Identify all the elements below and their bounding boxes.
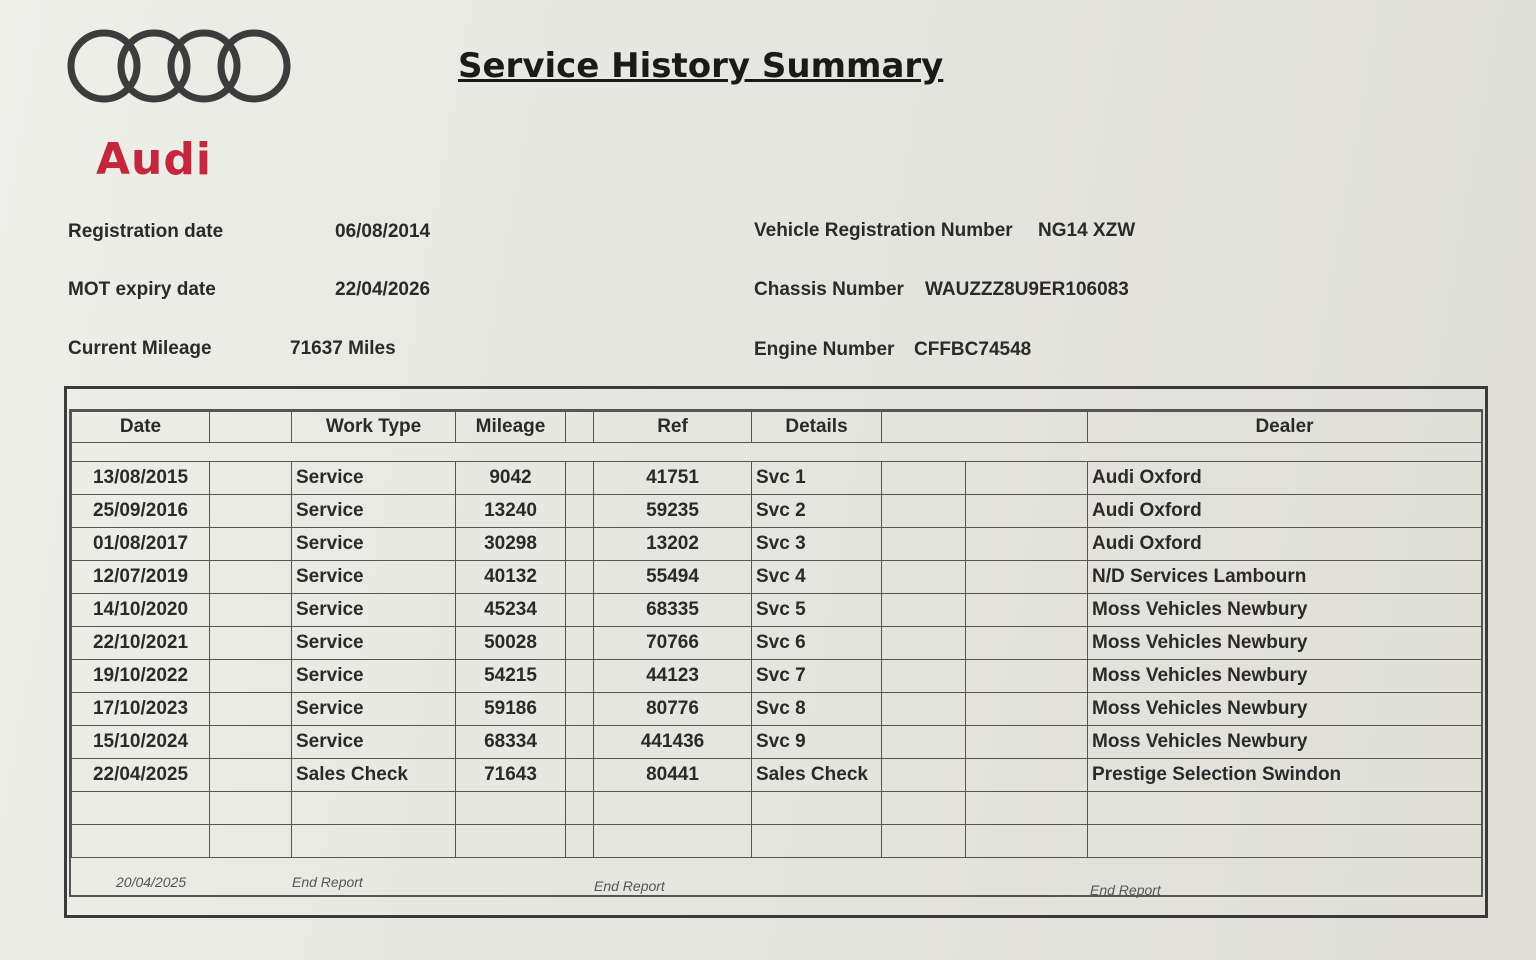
cell-ref: 55494 — [594, 561, 752, 594]
table-row — [72, 627, 1482, 660]
cell-details: Sales Check — [752, 759, 882, 792]
table-row — [72, 561, 1482, 594]
cell-details: Svc 7 — [752, 660, 882, 693]
cell-ref: 68335 — [594, 594, 752, 627]
cell-mileage: 9042 — [456, 462, 566, 495]
cell-date: 13/08/2015 — [72, 462, 210, 495]
footer-end-report: End Report — [1090, 882, 1161, 898]
cell-work-type: Service — [292, 528, 456, 561]
cell-dealer: Moss Vehicles Newbury — [1088, 627, 1482, 660]
cell-details: Svc 5 — [752, 594, 882, 627]
header-dealer: Dealer — [1088, 412, 1482, 443]
cell-ref: 13202 — [594, 528, 752, 561]
audi-rings-icon — [66, 26, 292, 106]
cell-dealer: Audi Oxford — [1088, 528, 1482, 561]
cell-mileage: 40132 — [456, 561, 566, 594]
table-row — [72, 594, 1482, 627]
cell-details: Svc 8 — [752, 693, 882, 726]
cell-work-type: Service — [292, 495, 456, 528]
cell-work-type: Service — [292, 660, 456, 693]
cell-mileage: 68334 — [456, 726, 566, 759]
cell-ref: 44123 — [594, 660, 752, 693]
mot-expiry-label: MOT expiry date — [68, 279, 216, 300]
header-blank — [210, 412, 292, 443]
cell-details: Svc 3 — [752, 528, 882, 561]
cell-work-type: Service — [292, 594, 456, 627]
table-spacer-row — [72, 443, 1482, 462]
cell-ref: 59235 — [594, 495, 752, 528]
mot-expiry-value: 22/04/2026 — [335, 279, 431, 300]
audi-wordmark: Audi — [96, 134, 212, 185]
table-header-row — [72, 412, 1482, 443]
cell-date: 12/07/2019 — [72, 561, 210, 594]
registration-date-label: Registration date — [68, 221, 224, 242]
service-history-table-wrap — [69, 409, 1483, 897]
cell-date: 15/10/2024 — [72, 726, 210, 759]
table-row — [72, 495, 1482, 528]
table-row — [72, 660, 1482, 693]
table-row — [72, 462, 1482, 495]
page-title: Service History Summary — [458, 46, 944, 86]
cell-date: 01/08/2017 — [72, 528, 210, 561]
table-row — [72, 528, 1482, 561]
cell-ref: 41751 — [594, 462, 752, 495]
cell-ref: 80776 — [594, 693, 752, 726]
current-mileage-value: 71637 Miles — [290, 338, 396, 359]
cell-mileage: 30298 — [456, 528, 566, 561]
table-row — [72, 693, 1482, 726]
cell-details: Svc 9 — [752, 726, 882, 759]
cell-dealer: Moss Vehicles Newbury — [1088, 726, 1482, 759]
footer-end-report: End Report — [292, 874, 363, 890]
cell-dealer: Moss Vehicles Newbury — [1088, 693, 1482, 726]
audi-logo — [66, 26, 292, 185]
cell-work-type: Sales Check — [292, 759, 456, 792]
cell-dealer: Audi Oxford — [1088, 462, 1482, 495]
header-work-type: Work Type — [292, 412, 456, 443]
cell-ref: 441436 — [594, 726, 752, 759]
engine-label: Engine Number — [754, 339, 895, 360]
cell-ref: 80441 — [594, 759, 752, 792]
cell-mileage: 45234 — [456, 594, 566, 627]
cell-details: Svc 6 — [752, 627, 882, 660]
cell-date: 14/10/2020 — [72, 594, 210, 627]
cell-work-type: Service — [292, 693, 456, 726]
vrn-value: NG14 XZW — [1038, 220, 1136, 241]
cell-mileage: 13240 — [456, 495, 566, 528]
table-row-empty — [72, 792, 1482, 825]
chassis-value: WAUZZZ8U9ER106083 — [925, 279, 1129, 300]
cell-details: Svc 4 — [752, 561, 882, 594]
cell-dealer: Moss Vehicles Newbury — [1088, 594, 1482, 627]
header-mileage: Mileage — [456, 412, 566, 443]
cell-work-type: Service — [292, 462, 456, 495]
cell-mileage: 54215 — [456, 660, 566, 693]
cell-date: 19/10/2022 — [72, 660, 210, 693]
cell-date: 22/10/2021 — [72, 627, 210, 660]
cell-ref: 70766 — [594, 627, 752, 660]
cell-details: Svc 2 — [752, 495, 882, 528]
engine-value: CFFBC74548 — [914, 339, 1032, 360]
cell-dealer: Moss Vehicles Newbury — [1088, 660, 1482, 693]
header-details: Details — [752, 412, 882, 443]
cell-dealer: N/D Services Lambourn — [1088, 561, 1482, 594]
cell-dealer: Prestige Selection Swindon — [1088, 759, 1482, 792]
cell-mileage: 71643 — [456, 759, 566, 792]
cell-date: 22/04/2025 — [72, 759, 210, 792]
header-date: Date — [72, 412, 210, 443]
header-blank — [566, 412, 594, 443]
table-row-empty — [72, 825, 1482, 858]
cell-work-type: Service — [292, 561, 456, 594]
table-body — [72, 462, 1482, 858]
cell-work-type: Service — [292, 726, 456, 759]
footer-end-report: End Report — [594, 878, 665, 894]
table-row — [72, 759, 1482, 792]
cell-dealer: Audi Oxford — [1088, 495, 1482, 528]
header-ref: Ref — [594, 412, 752, 443]
service-history-table — [71, 411, 1482, 858]
vrn-label: Vehicle Registration Number — [754, 220, 1013, 241]
cell-mileage: 50028 — [456, 627, 566, 660]
current-mileage-label: Current Mileage — [68, 338, 212, 359]
chassis-label: Chassis Number — [754, 279, 904, 300]
registration-date-value: 06/08/2014 — [335, 221, 431, 242]
cell-date: 17/10/2023 — [72, 693, 210, 726]
service-history-table-frame — [64, 386, 1488, 918]
header-blank — [882, 412, 1088, 443]
cell-work-type: Service — [292, 627, 456, 660]
cell-details: Svc 1 — [752, 462, 882, 495]
cell-date: 25/09/2016 — [72, 495, 210, 528]
footer-date: 20/04/2025 — [116, 874, 187, 890]
table-row — [72, 726, 1482, 759]
cell-mileage: 59186 — [456, 693, 566, 726]
